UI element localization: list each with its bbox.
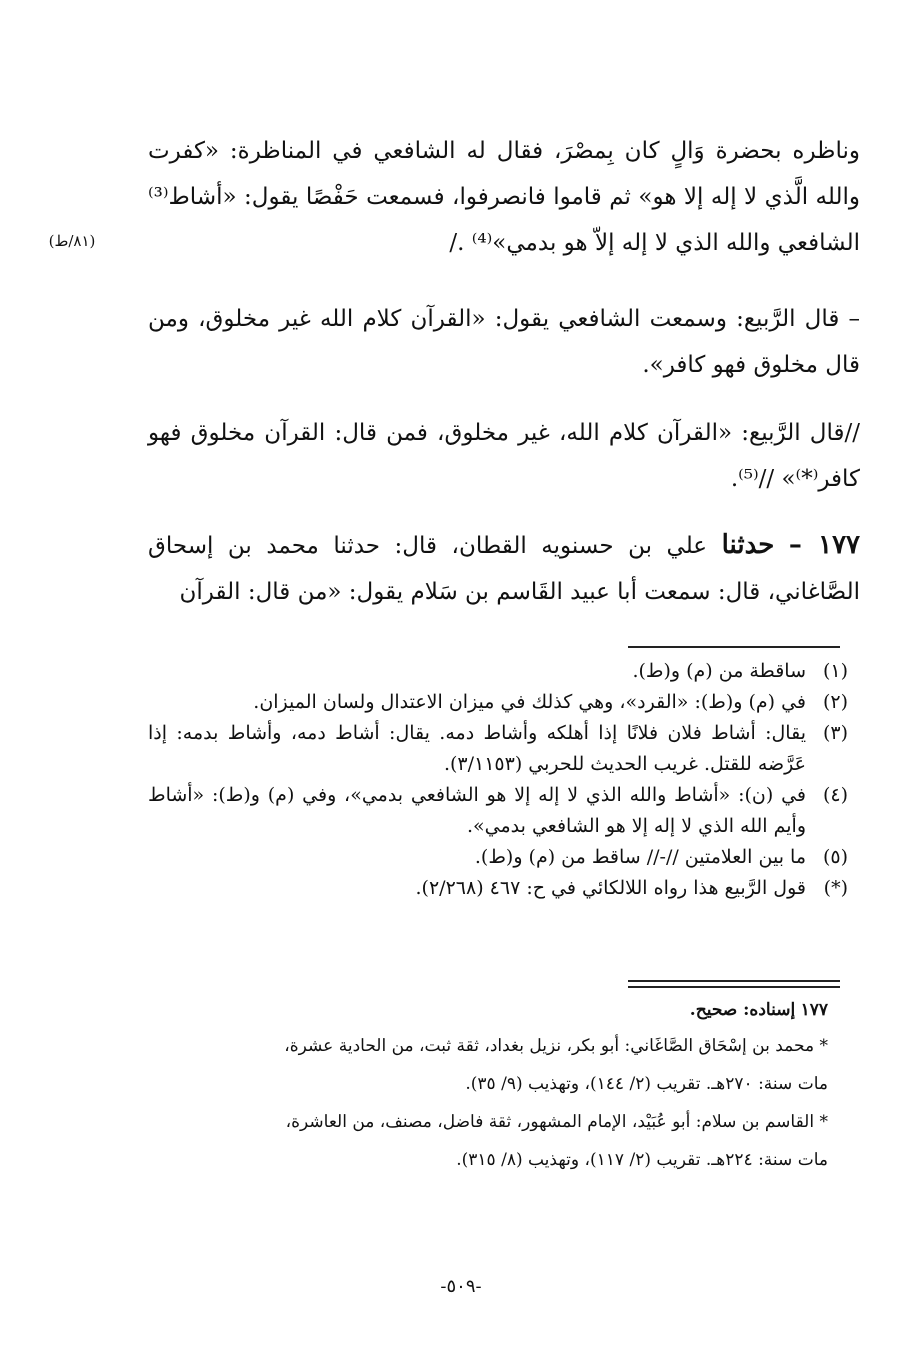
narrator-entry-line: مات سنة: ٢٢٤هـ. تقريب (٢/ ١١٧)، وتهذيب (٨/ ٣١٥).: [456, 1150, 828, 1170]
footnote-item: [148, 687, 848, 718]
haddathana-word: حدثنا: [721, 530, 775, 560]
hadith-text: علي بن حسنويه القطان، قال: حدثنا محمد بن إسحاق الصَّاغاني، قال: سمعت أبا عبيد القَاسم بن سَلام يقول: «من قال: القرآن: [148, 533, 860, 605]
footnote-text: ساقطة من (م) و(ط).: [632, 660, 806, 682]
tahqiq-separator-top: [628, 980, 840, 982]
narrator-entry-line: * محمد بن إسْحَاق الصَّاغَاني: أبو بكر، نزيل بغداد، ثقة ثبت، من الحادية عشرة،: [284, 1036, 828, 1056]
footnote-text: في (ن): «أشاط والله الذي لا إله إلا هو الشافعي بدمي»، وفي (م) و(ط): «أشاط وأيم الله الذي لا إله إلا هو الشافعي بدمي».: [148, 784, 806, 837]
footnote-number: (٢): [822, 691, 848, 713]
footnote-number: (٤): [822, 784, 848, 806]
footnote-separator: [628, 646, 840, 648]
footnote-text: قول الرَّبيع هذا رواه اللالكائي في ح: ٤٦٧ (٢/٢٦٨).: [415, 877, 806, 899]
paragraph-1: وناظره بحضرة وَالٍ كان بِمصْرَ، فقال له الشافعي في المناظرة: «كفرت والله الَّذي لا إله إلا هو» ثم قاموا فانصرفوا، فسمعت حَفْصًا يقول: «أشاط⁽³⁾ الشافعي والله الذي لا إله إلاّ هو بدمي»⁽⁴⁾ ./: [148, 138, 860, 256]
paragraph-2: – قال الرَّبيع: وسمعت الشافعي يقول: «القرآن كلام الله غير مخلوق، ومن قال مخلوق فهو كافر».: [148, 306, 860, 378]
page-number: -٥٠٩-: [440, 1276, 482, 1297]
footnote-number: (٣): [822, 722, 848, 744]
footnote-number: (٥): [822, 846, 848, 868]
footnote-text: ما بين العلامتين //-// ساقط من (م) و(ط).: [474, 846, 806, 868]
tahqiq-separator-bottom: [628, 986, 840, 988]
footnote-number: (*): [823, 877, 848, 899]
margin-folio-note: (٨١/ط): [48, 232, 96, 250]
tahqiq-number: ١٧٧: [800, 1000, 828, 1020]
tahqiq-label: إسناده: صحيح.: [689, 1000, 796, 1020]
footnote-number: (١): [822, 660, 848, 682]
footnote-text: يقال: أشاط فلان فلانًا إذا أهلكه وأشاط دمه. يقال: أشاط دمه، وأشاط بدمه: إذا عَرَّضه للقتل. غريب الحديث للحربي (٣/١١٥٣).: [148, 722, 806, 775]
footnote-item: [148, 718, 848, 780]
footnote-list: [148, 656, 848, 904]
narrator-entry-line: مات سنة: ٢٧٠هـ. تقريب (٢/ ١٤٤)، وتهذيب (٩/ ٣٥).: [465, 1074, 828, 1094]
footnote-item: [148, 780, 848, 842]
tahqiq-heading: [148, 994, 828, 1027]
footnote-text: في (م) و(ط): «القرد»، وهي كذلك في ميزان الاعتدال ولسان الميزان.: [253, 691, 806, 713]
footnote-item: [148, 873, 848, 904]
narrator-entry-line: * القاسم بن سلام: أبو عُبَيْد، الإمام المشهور، ثقة فاضل، مصنف، من العاشرة،: [285, 1112, 828, 1132]
hadith-number: ١٧٧ –: [788, 530, 861, 560]
paragraph-3: //قال الرَّبيع: «القرآن كلام الله، غير مخلوق، فمن قال: القرآن مخلوق فهو كافر⁽*⁾» //⁽⁵⁾.: [148, 420, 860, 492]
hadith-177: [148, 522, 860, 615]
footnote-item: [148, 656, 848, 687]
footnote-item: [148, 842, 848, 873]
